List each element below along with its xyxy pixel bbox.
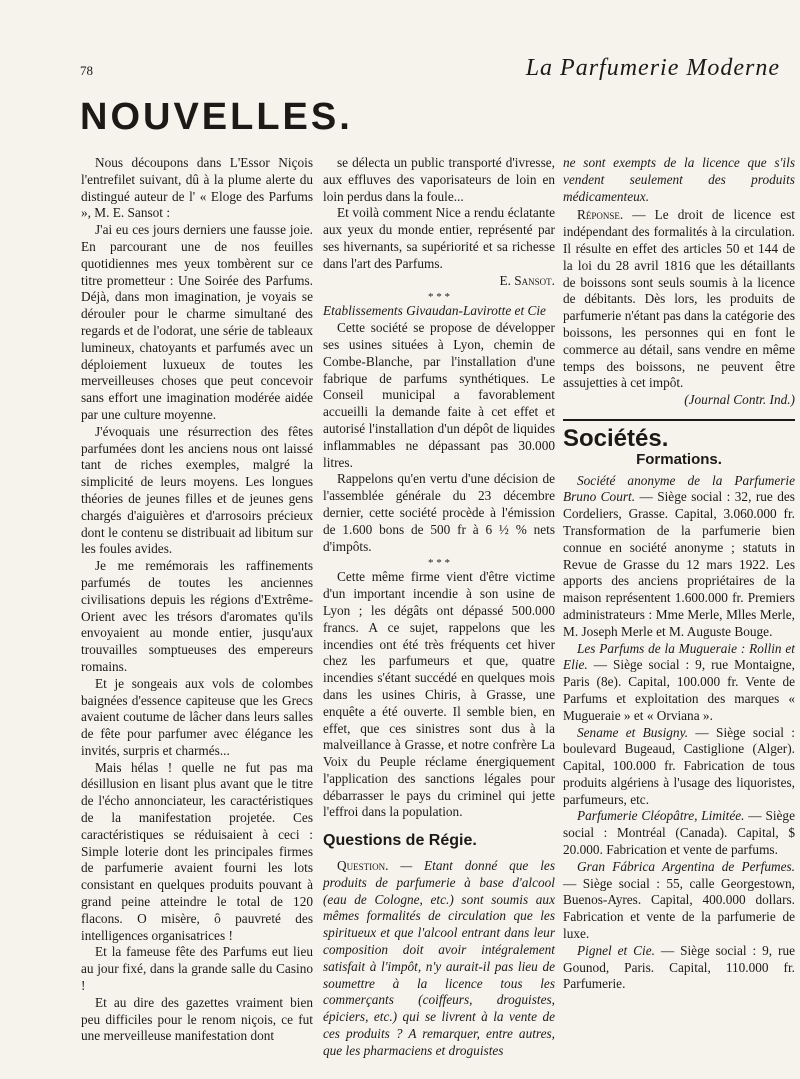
paragraph: se délecta un public transporté d'ivresse, aux effluves des vaporisateurs de loin en loin perdus dans la foule... <box>323 155 555 204</box>
article-heading: Etablissements Givaudan-Lavirotte et Cie <box>323 303 546 319</box>
section-divider <box>563 419 795 421</box>
paragraph: Cette société se propose de développer ses usines situées à Lyon, chemin de Combe-Blanche, par l'installation d'une fabrique de parfums synthétiques. Le Conseil municipal a favorablement accueilli la demande faite à cet effet et autorisé l'installation d'un dépôt de liquides inflammables ne dépassant pas 30.000 litres. <box>323 320 555 470</box>
page-header <box>0 55 800 87</box>
source-citation: (Journal Contr. Ind.) <box>684 392 795 408</box>
question-label: Question. <box>337 858 389 874</box>
paragraph: Cette même firme vient d'être victime d'un important incendie à son usine de Lyon ; les dégâts ont dépassé 500.000 francs. A ce sujet, rappelons que les incendies ont été très fréquents cet hiver chez les parfumeurs et que, quatre incendies s'étant succédé en quelques mois dans les usines Chiris, à Grasse, une enquête a été ouverte. Il semble bien, en effet, que ces sinistres sont dus à la malveillance à Grasse, et notre confrère La Voix du Peuple réclame énergiquement l'application des sanctions légales pour débarrasser le pays du criminel qui jette l'effroi dans la population. <box>323 569 555 820</box>
column-3 <box>563 155 795 993</box>
paragraph: Et la fameuse fête des Parfums eut lieu au jour fixé, dans la grande salle du Casino ! <box>81 944 313 994</box>
paragraph: Et voilà comment Nice a rendu éclatante aux yeux du monde entier, représenté par ses hivernants, sa supériorité et sa richesse dans l'art des Parfums. <box>323 205 555 271</box>
paragraph: Et je songeais aux vols de colombes baignées d'essence capiteuse que les Grecs avaient coutume de lâcher dans leurs salles de fête pour parfumer avec élégance les invités, surpris et charmés... <box>81 675 313 758</box>
signature: E. Sansot. <box>499 272 555 288</box>
page-number: 78 <box>80 63 93 78</box>
paragraph: Et au dire des gazettes vraiment bien peu difficiles pour le renom niçois, ce fut une merveilleuse manifestation dont <box>81 994 313 1044</box>
question-text: — Etant donné que les produits de parfumerie à base d'alcool (eau de Cologne, etc.) sont soumis aux mêmes formalités de circulation que les spiritueux et que l'alcool entrant dans leur composition doit avoir intégralement satisfait à l'impôt, n'y aurait-il pas lieu de soumettre à la licence tous les commerçants (coiffeurs, droguistes, épiciers, etc.) qui se livrent à la vente de ces produits ? A remarquer, entre autres, que les pharmaciens et droguistes <box>323 858 555 1058</box>
paragraph: Nous découpons dans L'Essor Niçois l'entrefilet suivant, dû à la plume alerte du distingué auteur de l' « Eloge des Parfums », M. E. Sansot : <box>81 155 313 221</box>
paragraph: Mais hélas ! quelle ne fut pas ma désillusion en lisant plus avant que le titre de l'écho annonciateur, les caractéristiques de la manifestation projetée. Ces caractéristiques se réduisaient à ceci : Simple loterie dont les principales firmes de parfumerie avaient fourni les lots consistant en quelques produits pouvant à grand peine atteindre le total de 120 flacons. O misère, ô pauvreté des intelligences organisatrices ! <box>81 759 313 943</box>
company-entry: Parfumerie Cléopâtre, Limitée. — Siège social : Montréal (Canada). Capital, $ 20.000. Fabrication et vente de parfums. <box>563 808 795 858</box>
section-heading-regie: Questions de Régie. <box>323 832 477 850</box>
paragraph: J'ai eu ces jours derniers une fausse joie. En parcourant une de nos feuilles quotidiennes mes yeux tombèrent sur ce titre prometteur : Une Soirée des Parfums. Déjà, dans mon imagination, je voyais se dérouler pour le charme simultané des regards et de l'odorat, une série de tableaux lumineux, chatoyants et parfumés avec un déploiement luxueux de toutes les merveilleuses choses que peut concevoir sans effort une imagination modérée aidée par une culture moyenne. <box>81 222 313 422</box>
column-2 <box>323 155 555 1060</box>
paragraph: J'évoquais une résurrection des fêtes parfumées dont les anciens nous ont laissé tant de riches exemples, malgré la simplicité de leurs moyens. Les longues théories de jeunes filles et de jeunes gens chargés d'aiguières et d'arrosoirs précieux dont le contenu se distribuait ad libitum sur les foules avides. <box>81 423 313 557</box>
page-title: NOUVELLES. <box>80 96 353 138</box>
answer-label: Réponse. <box>577 207 624 223</box>
section-heading-societes: Sociétés. <box>563 424 669 452</box>
column-1 <box>81 155 313 1045</box>
paragraph: Rappelons qu'en vertu d'une décision de l'assemblée générale du 23 décembre dernier, cette société procède à l'émission de 1.600 bons de 500 fr à 6 ½ % nets d'impôts. <box>323 471 555 554</box>
question-continuation: ne sont exempts de la licence que s'ils vendent seulement des produits médicamenteux. <box>563 155 795 204</box>
company-entry: Société anonyme de la Parfumerie Bruno Court. — Siège social : 32, rue des Cordeliers, Grasse. Capital, 3.060.000 fr. Transformation de la parfumerie bien connue en société anonyme ; statuts in Revue de Grasse du 12 mars 1922. Les apports des anciens propriétaires de la maison représentent 1.600.000 fr. Premiers administrateurs : Mme Merle, Mlles Merle, M. Joseph Merle et M. Auguste Bouge. <box>563 472 795 639</box>
subheading-formations: Formations. <box>636 450 722 468</box>
company-entry: Les Parfums de la Mugueraie : Rollin et Elie. — Siège social : 9, rue Montaigne, Paris (8e). Capital, 100.000 fr. Vente de Parfums et exploitation des marques « Mugueraie » et « Orviana ». <box>563 640 795 723</box>
paragraph: Je me remémorais les raffinements parfumés de toutes les anciennes civilisations depuis les régions d'Extrême-Orient avec les trésors d'aromates qu'ils envoyaient au monde entier, jusqu'aux trouvailles somptueuses des empereurs romains. <box>81 558 313 674</box>
company-entry: Gran Fábrica Argentina de Perfumes. — Siège social : 55, calle Georgestown, Buenos-Ayres. Capital, 400.000 dollars. Fabrication et vente de la parfumerie de luxe. <box>563 858 795 942</box>
answer-text: — Le droit de licence est indépendant des formalités à la circulation. Il résulte en effet des articles 50 et 144 de la loi du 28 avril 1816 que les détaillants de boissons sont seuls soumis à la licence de débitants. Dès lors, les produits de parfumerie n'étant pas dans la catégorie des boissons, les personnes qui en font le commerce au détail, sans vendre en même temps des boissons, ne peuvent être assujetties à cet impôt. <box>563 207 795 391</box>
section-separator: * * * <box>428 557 450 570</box>
company-entry: Pignel et Cie. — Siège social : 9, rue Gounod, Paris. Capital, 110.000 fr. Parfumerie. <box>563 942 795 992</box>
section-separator: * * * <box>428 291 450 304</box>
question-paragraph <box>323 858 555 1060</box>
answer-paragraph <box>563 207 795 392</box>
running-title: La Parfumerie Moderne <box>525 55 780 81</box>
company-entry: Sename et Busigny. — Siège social : boulevard Bugeaud, Castiglione (Alger). Capital, 100.000 fr. Fabrication de tous produits algériens à l'usage des liquoristes, parfumeurs, etc. <box>563 724 795 807</box>
